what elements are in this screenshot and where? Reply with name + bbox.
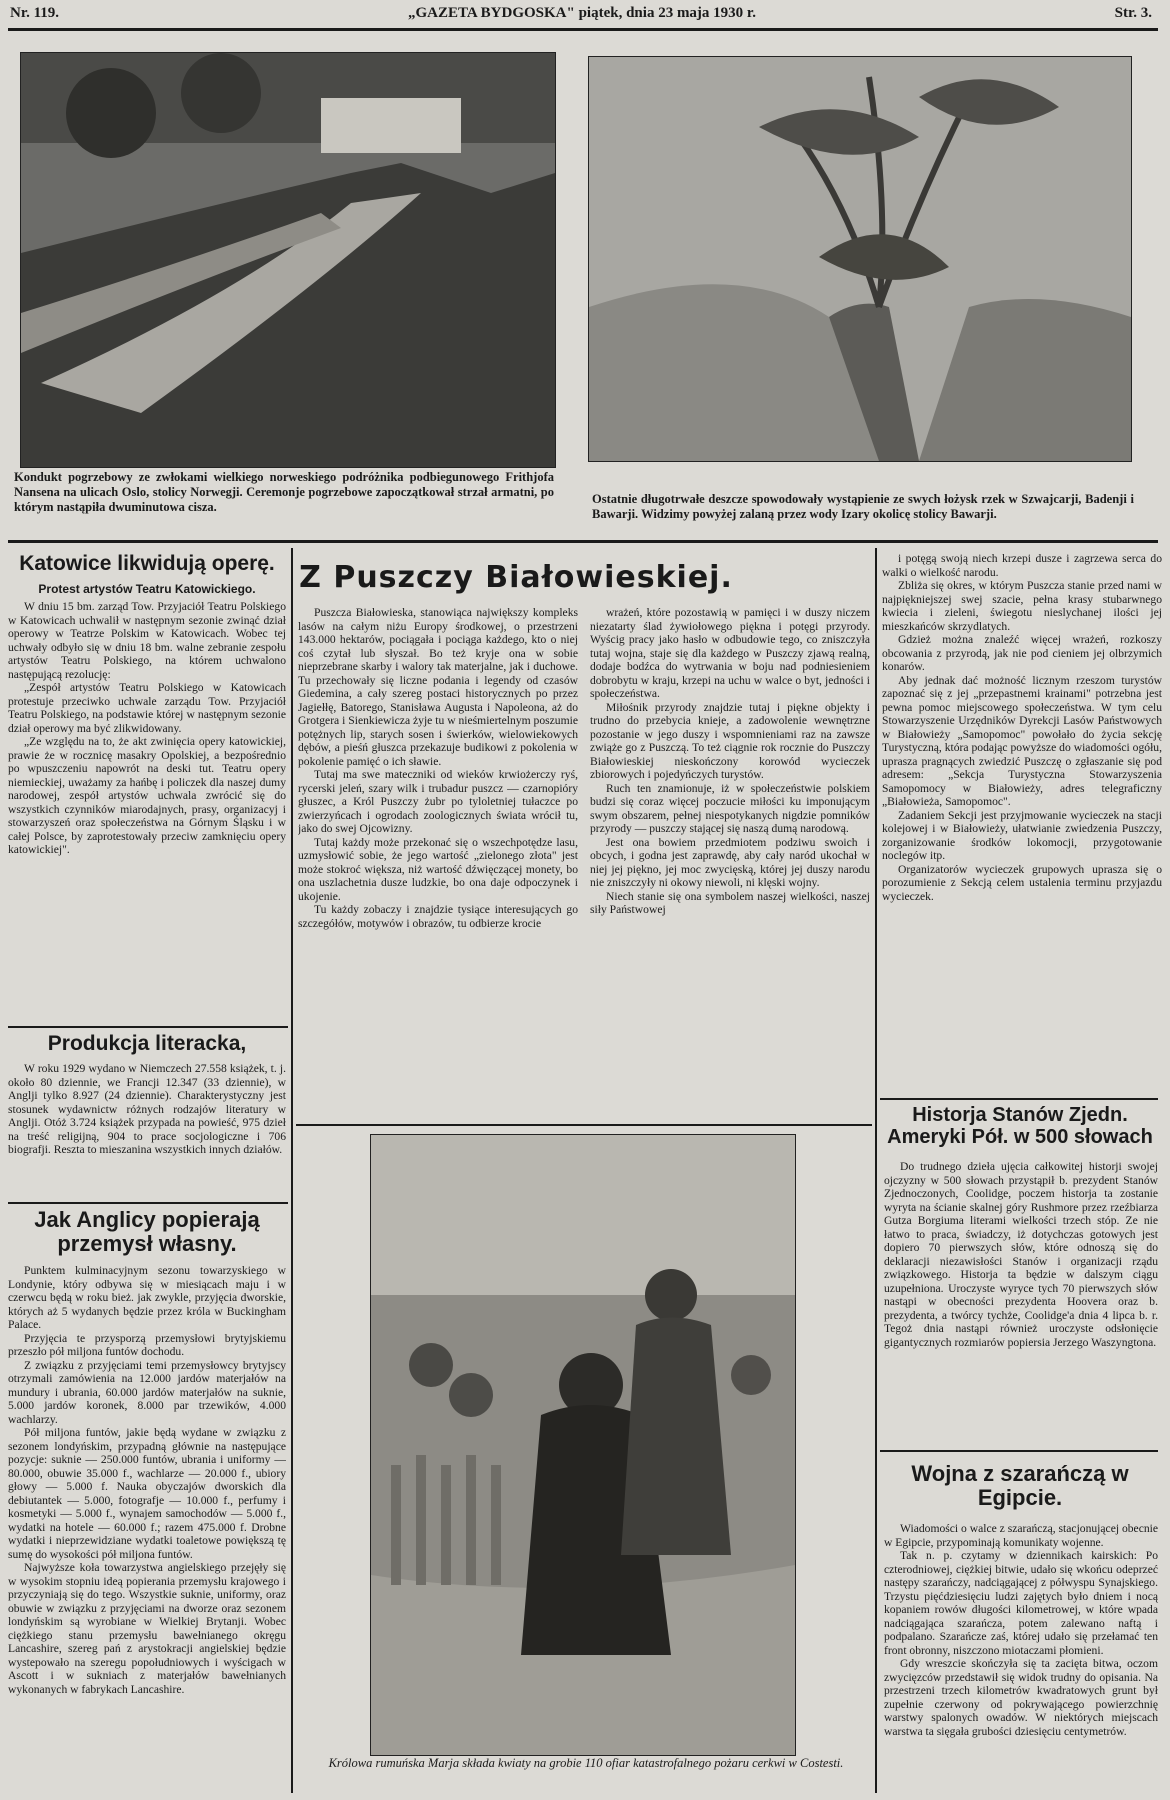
puszcza-paragraph: Niech stanie się ona symbolem naszej wielkości, naszej siły Państwowej [590,889,870,916]
anglicy-paragraph: Najwyższe koła towarzystwa angielskiego przejęły się w wysokim stopniu ideą popierania przemysłu krajowego i przyczyniają się do tego. Wszystkie suknie, uniformy, oraz obuwie w związku z przyjęciami na dworze oraz sezonem londyńskim są wyrobiane w Wielkiej Brytanji. Wobec ciężkiego stanu przemysłu bawełnianego okręgu Lancashire, szereg pań z arystokracji angielskiej będzie wystepowało na szeregu popołudniowych i wyścigach w Ascott i w sukniach z materjałów bawełnianych wykonanych w fabrykach Lancashire. [8,1561,286,1696]
puszcza-paragraph: Tutaj każdy może przekonać się o wszechpotędze lasu, uzmysłowić sobie, że jego wartość „zielonego złota" jest może stokroć większa, niż wartość dźwięczącej monety, bo ona uszlachetnia dusze ludzkie, bo ona daje odpoczynek i ukojenie. [298,835,578,903]
anglicy-paragraph: Z związku z przyjęciami temi przemysłowcy brytyjscy otrzymali zamówienia na 12.000 jardów materjałów na mundury i ubrania, 60.000 jardów materjałów na suknie, 5.000 jardów koronek, 8.000 par trzewików, 4.000 wachlarzy. [8,1358,286,1426]
produkcja-paragraph: W roku 1929 wydano w Niemczech 27.558 książek, t. j. około 80 dziennie, we Francji 12.347 (33 dziennie), w Anglji tylko 8.927 (24 dziennie). Charakterystyczny jest stosunek wydawnictw różnych rodzajów literatury w Anglji. Otóż 3.724 książek przypada na powieść, 975 dzieł na treść religijną, 904 to prace socjologiczne i 706 biografji. Reszta to mieszanina wszystkich innych działów. [8,1062,286,1156]
wojna-paragraph: Gdy wreszcie skończyła się ta zacięta bitwa, oczom zwycięzców przedstawił się widok trudny do opisania. Na przestrzeni trzech kilometrów kwadratowych grunt był zupełnie czerwony od pokrywającego powierzchnię warstwy spalonych owadów. W niektórych miejscach warstwa ta sięgała grubości dziesięciu centymetrów. [884,1657,1158,1738]
puszcza-col2 [590,606,870,1092]
puszcza-paragraph: Tu każdy zobaczy i znajdzie tysiące interesujących go szczegółów, motywów i obrazów, tu odbierze krocie [298,903,578,930]
puszcza-paragraph: Zadaniem Sekcji jest przyjmowanie wycieczek na stacji kolejowej i w Białowieży, ułatwianie zwiedzenia Puszczy, zorganizowanie środków lokomocji, przygotowanie noclegów itp. [882,808,1162,862]
produkcja-title: Produkcja literacka, [47,1032,247,1055]
historja-body [884,1160,1158,1450]
divider [8,1202,288,1204]
puszcza-col1 [298,606,578,1092]
puszcza-paragraph: Organizatorów wycieczek grupowych uprasza się o porozumienie z Sekcją celem ustalenia terminu przyjazdu wycieczek. [882,862,1162,903]
wojna-title: Wojna z szarańczą w Egipcie. [911,1461,1129,1511]
katowice-title: Katowice likwidują operę. [19,552,275,575]
historja-title: Historja Stanów Zjedn. Ameryki Pół. w 500 słowach [887,1104,1153,1148]
katowice-body [8,600,286,1040]
puszcza-paragraph: i potęgą swoją niech krzepi dusze i zagrzewa serca do walki o wielkość narodu. [882,552,1162,579]
flood-caption: Ostatnie długotrwałe deszcze spowodowały wystąpienie ze swych łożysk rzek w Szwajcarji, Badenji i Bawarji. Widzimy powyżej zalaną przez wody Izary okolicę stolicy Bawarji. [592,492,1134,521]
anglicy-paragraph: Przyjęcia te przysporzą przemysłowi brytyjskiemu przeszło pół miljona funtów dochodu. [8,1331,286,1358]
puszcza-paragraph: Zbliża się okres, w którym Puszcza stanie przed nami w najpiękniejszej swej szacie, pełna krasy stubarwnego kwiecia i zieleni, świegotu nieslychanej ilości jej mieszkańców skrzydlatych. [882,579,1162,633]
puszcza-paragraph: Jest ona bowiem przedmiotem podziwu swoich i obcych, i godna jest zaprawdę, aby cały naród ukochał w niej jej piękno, jej moc zwycięską, której jej duszy narodu nie zniszczyły ni okowy niewoli, ni klęski wojny. [590,835,870,889]
katowice-paragraph: „Zespół artystów Teatru Polskiego w Katowicach protestuje przeciwko uchwale zarządu Tow. Przyjaciół Teatru Polskiego, na podstawie której w następnym sezonie dział operowy ma być zlikwidowany. [8,681,286,735]
divider [296,1124,872,1126]
wojna-paragraph: Wiadomości o walce z szarańczą, stacjonującej obecnie w Egipcie, przypominają komunikaty wojenne. [884,1522,1158,1549]
issue-number: Nr. 119. [10,5,60,21]
anglicy-paragraph: Punktem kulminacyjnym sezonu towarzyskiego w Londynie, który odbywa się w miesiącach maju i w czerwcu będą w roku bież. jak zwykle, przyjęcia dworskie, których aż 5 wydanych będzie przez króla w Buckingham Palace. [8,1264,286,1331]
page-number: Str. 3. [1114,5,1152,21]
queen-photo [370,1134,796,1756]
puszcza-paragraph: wrażeń, które pozostawią w pamięci i w duszy niczem niezatarty ślad żywiołowego piękna i potęgi przyrody. Wyścig pracy jako hasło w odbudowie tego, co zniszczyła tutaj wojna, staje się dla każdego w Puszczy zjawą realną, dodaje bodźca do wytrwania w boju nad podniesieniem dobrobytu w kraju, krzepi na uchu w walce o byt, jedności i społeczeństwa. [590,606,870,700]
produkcja-body [8,1062,286,1212]
wojna-body [884,1522,1158,1794]
katowice-paragraph: „Ze względu na to, że akt zwinięcia opery katowickiej, prawie że w rocznicę masakry Opolskiej, a bezpośrednio po wpuszczeniu napowrót na deski tut. Teatru opery niemieckiej, uważamy za hańbę i policzek dla naszej dumy narodowej, zespół artystów uchwala zwrócić się do wszystkich czynników miarodajnych, prasy, organizacyj i stowarzyszeń oraz społeczeństwa na Górnym Śląsku i w całej Polsce, by zaprotestowały przeciw zamknięciu opery katowickiej". [8,735,286,856]
column-rule-2 [875,548,877,1793]
anglicy-title: Jak Anglicy popierają przemysł własny. [34,1207,260,1257]
historja-paragraph: Do trudnego dzieła ujęcia całkowitej historji swojej ojczyzny w 500 słowach przystąpił b. prezydent Stanów Zjednoczonych, Coolidge, poczem historja ta zostanie wyryta na ścianie skalnej góry Rushmore przez rzeźbiarza Gutza Borgiuma literami wielkości trzech stóp. Ze nie łatwo to praca, świadczy, iż dotychczas gotowych jest dopiero 70 pierwszych słów, które odnoszą się do deklaracji niezawisłości Stanów i organizacji rządu związkowego. Historja ta będzie w dalszym ciągu uzupełniona. Uroczyste wyryce tych 70 pierwszych słów nastąpi w obecności prezydenta Hoovera oraz b. prezydenta, a twórcy tychże, Coolidge'a dnia 4 lipca b. r. Tegoż dnia nastąpi również uroczyste odsłonięcie gigantycznych rozmiarów popiersia Jerzego Waszyngtona. [884,1160,1158,1349]
page-header [8,2,1158,31]
flood-photo [588,56,1132,462]
paper-dateline: „GAZETA BYDGOSKA" piątek, dnia 23 maja 1930 r. [408,5,756,21]
wojna-paragraph: Tak n. p. czytamy w dziennikach kairskich: Po czterodniowej, ciężkiej bitwie, udało się wkońcu odeprzeć następy szarańczy, nadciągającej z półwyspu Synajskiego. Trzystu pięćdziesięciu ludzi zajętych było dniem i nocą kopaniem rowów długości kilometrowej, w które wpada nadciągająca szarańcza, potem zalewano naftą i podpalano. Szarańcze zaś, której udało się przełamać ten front obronny, niszczono miotaczami płomieni. [884,1549,1158,1657]
funeral-caption: Kondukt pogrzebowy ze zwłokami wielkiego norweskiego podróżnika podbiegunowego Frithjofa Nansena na ulicach Oslo, stolicy Norwegji. Ceremonje pogrzebowe zapoczątkował strzał armatni, po którym nastąpiła dwuminutowa cisza. [14,470,554,514]
puszcza-col3 [882,552,1162,1092]
divider [880,1450,1158,1452]
katowice-paragraph: W dniu 15 bm. zarząd Tow. Przyjaciół Teatru Polskiego w Katowicach uchwalił w następnym sezonie zwinąć dział operowy w Teatrze Polskim w Katowicach. Wobec tej uchwały odbyło się w dniu 18 bm. walne zebranie zespołu artystów Teatru Polskiego, na którem uchwalono następującą rezolucję: [8,600,286,681]
puszcza-paragraph: Aby jednak dać możność licznym rzeszom turystów zapoznać się z jej „przepastnemi krainami" potrzebna jest pewna pomoc miejscowego społeczeństwa. W tym celu Stowarzyszenie Urzędników Dyrekcji Lasów Państwowych w Białowieży „Samopomoc" powołało do życia sekcję Turystyczną, która podając powyższe do wiadomości ogółu, uprasza pragnących zwiedzić Puszczę o zgłaszanie się pod adresem: „Sekcja Turystyczna Stowarzyszenia Samopomocy w Białowieży, adres telegraficzny „Białowieża, Samopomoc". [882,673,1162,808]
divider [880,1098,1158,1100]
anglicy-body [8,1264,286,1794]
puszcza-title: Z Puszczy Białowieskiej. [299,560,733,595]
column-rule-1 [291,548,293,1793]
divider [8,1026,288,1028]
puszcza-paragraph: Ruch ten znamionuje, iż w społeczeństwie polskiem budzi się coraz więcej poczucie miłości ku imponującym swym obszarem, pełnej niespotykanych nigdzie pomników przyrody — puszczy stającej się naszą dumą narodową. [590,781,870,835]
anglicy-paragraph: Pół miljona funtów, jakie będą wydane w związku z sezonem londyńskim, przypadną głównie na następujące pozycje: suknie — 250.000 funtów, ubrania i uniformy — 80.000, obuwie 35.000 f., wachlarze — 20.000 f., ubiory głowy — 5.000 f. Nauka obyczajów dworskich dla debiutantek — 5.000, fotografje — 10.000 f., perfumy i kosmetyki — 5.000 f., wynajem samochodów — 5.000 f., wydatki na hotele — 60.000 f.; razem 475.000 f. Drobne wydatki i nieprzewidziane wydatki toaletowe powiększą tę sumę do wysokości pół miljona funtów. [8,1426,286,1561]
funeral-photo [20,52,556,468]
section-divider [8,540,1158,543]
puszcza-paragraph: Puszcza Białowieska, stanowiąca największy kompleks lasów na całym niżu Europy środkowej, o przestrzeni 143.000 hektarów, pociągała i pociąga każdego, kto o niej coś czytał lub słyszał. Bo też kryje ona w sobie nieprzebrane skarby i walory tak materjalne, jak i duchowe. Tu przechowały się liczne podania i legendy od czasów Giedemina, a cały szereg postaci historycznych po przez Jagiełłę, Batorego, Stanisława Augusta i Napoleona, aż do Grotgera i Sienkiewicza żyje tu w nieśmiertelnym poszumie potężnych lip, starych sosen i świerków, wielowiekowych dębów, a pieśń głuszca przekazuje budikowi z pokolenia w pokolenie pamięć o ich sławie. [298,606,578,768]
katowice-subtitle: Protest artystów Teatru Katowickiego. [38,582,256,596]
puszcza-paragraph: Miłośnik przyrody znajdzie tutaj i piękne objekty i trudno do przebycia knieje, a zadowolenie wewnętrzne pozostanie w jego duszy i wspomnieniami raz na zawsze zwiąże go z Puszczą. To też ciągnie rok rocznie do Puszczy Białowieskiej nieskończony korowód wycieczek zbiorowych i pojedyńczych turystów. [590,700,870,781]
puszcza-paragraph: Gdzież można znaleźć więcej wrażeń, rozkoszy obcowania z przyrodą, jak nie pod cieniem jej olbrzymich konarów. [882,633,1162,673]
queen-caption: Królowa rumuńska Marja składa kwiaty na grobie 110 ofiar katastrofalnego pożaru cerkwi w Costesti. [328,1756,844,1770]
puszcza-paragraph: Tutaj ma swe mateczniki od wieków krwiożerczy ryś, rycerski jeleń, szary wilk i trubadur puszcz — czarnopióry głuszec, a Król Puszczy żubr po tyloletniej tułaczce po zwierzyńcach i ogrodach zoologicznych świata wrócił tu, jako do swej Ojcowizny. [298,768,578,835]
